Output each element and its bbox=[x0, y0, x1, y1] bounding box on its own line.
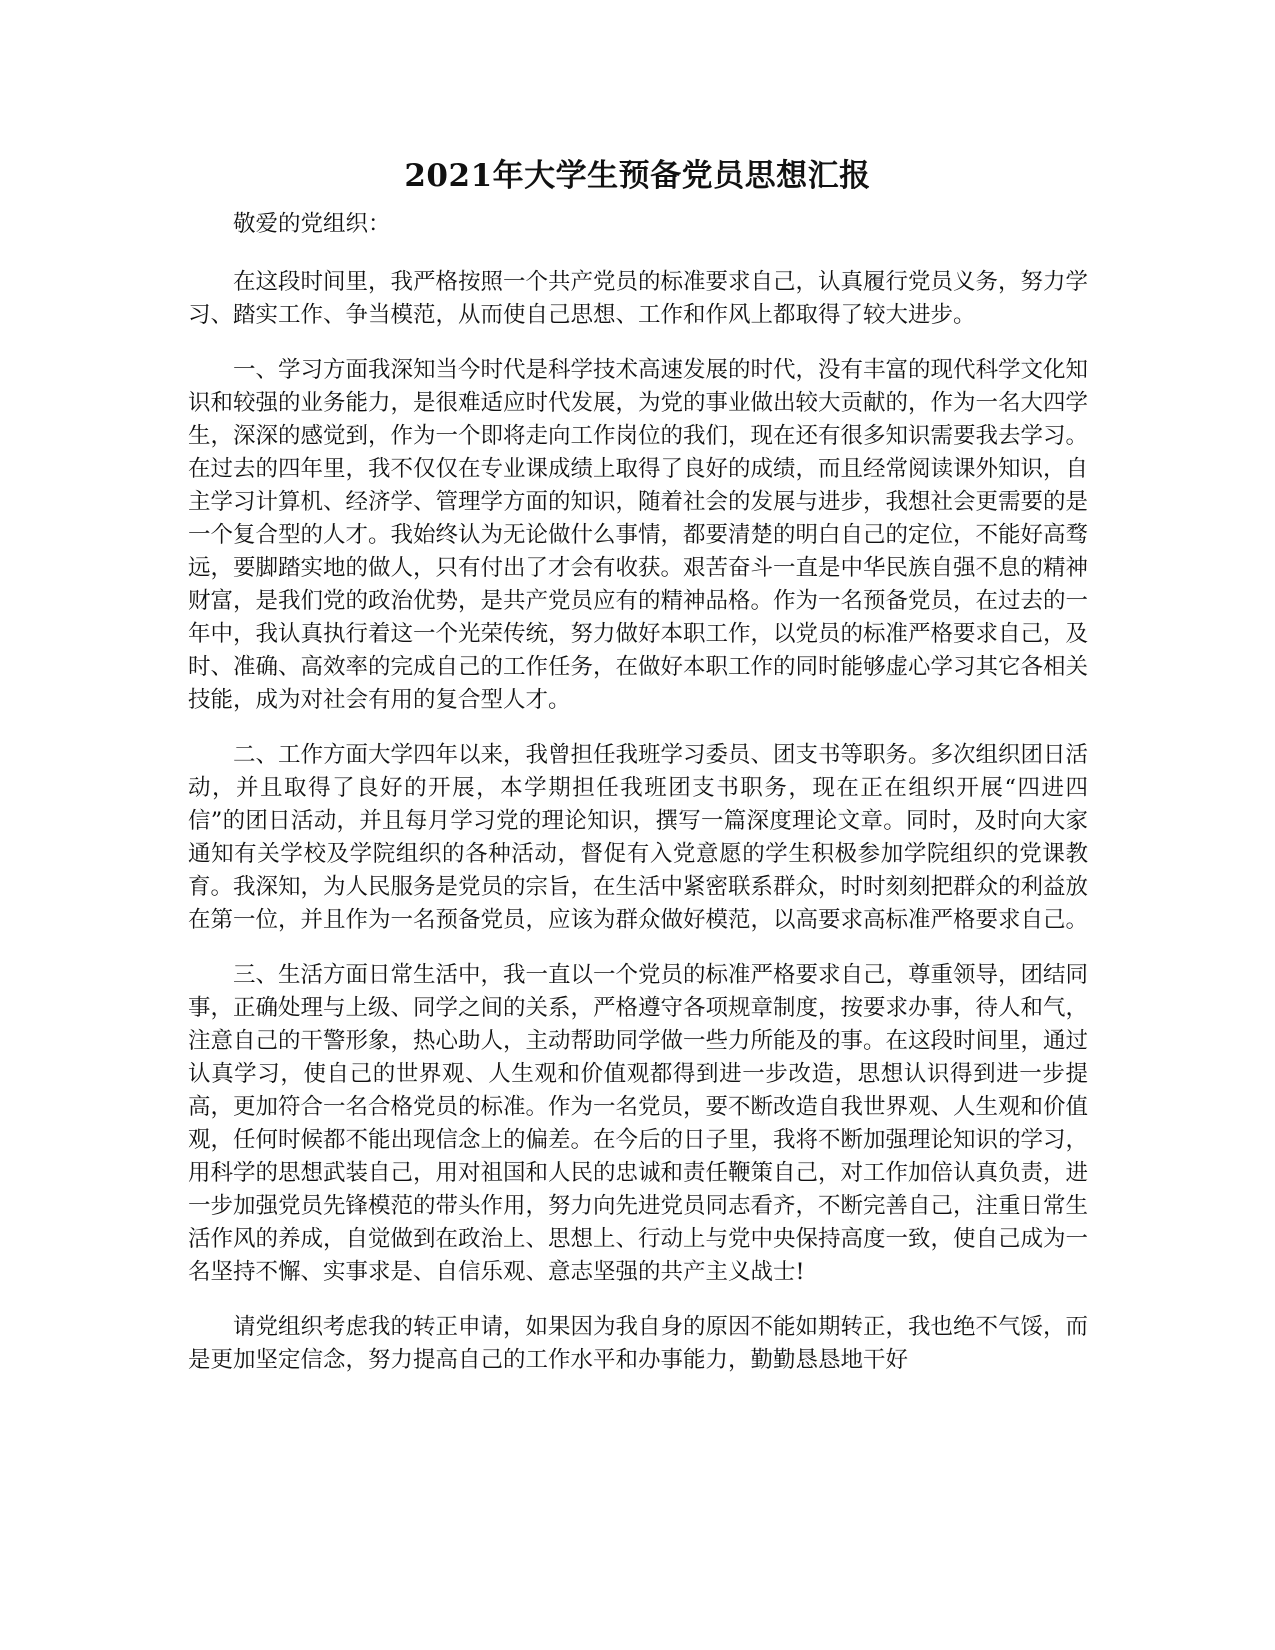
paragraph-life: 三、生活方面日常生活中，我一直以一个党员的标准严格要求自己，尊重领导，团结同事，正确处理与上级、同学之间的关系，严格遵守各项规章制度，按要求办事，待人和气，注意自己的干警形象，热心助人，主动帮助同学做一些力所能及的事。在这段时间里，通过认真学习，使自己的世界观、人生观和价值观都得到进一步改造，思想认识得到进一步提高，更加符合一名合格党员的标准。作为一名党员，要不断改造自我世界观、人生观和价值观，任何时候都不能出现信念上的偏差。在今后的日子里，我将不断加强理论知识的学习，用科学的思想武装自己，用对祖国和人民的忠诚和责任鞭策自己，对工作加倍认真负责，进一步加强党员先锋模范的带头作用，努力向先进党员同志看齐，不断完善自己，注重日常生活作风的养成，自觉做到在政治上、思想上、行动上与党中央保持高度一致，使自己成为一名坚持不懈、实事求是、自信乐观、意志坚强的共产主义战士! bbox=[188, 962, 1089, 1285]
document-body bbox=[188, 208, 1088, 1377]
greeting: 敬爱的党组织： bbox=[233, 211, 391, 237]
paragraph-intro: 在这段时间里，我严格按照一个共产党员的标准要求自己，认真履行党员义务，努力学习、踏实工作、争当模范，从而使自己思想、工作和作风上都取得了较大进步。 bbox=[188, 269, 1089, 328]
paragraph-study: 一、学习方面我深知当今时代是科学技术高速发展的时代，没有丰富的现代科学文化知识和较强的业务能力，是很难适应时代发展，为党的事业做出较大贡献的，作为一名大四学生，深深的感觉到，作为一个即将走向工作岗位的我们，现在还有很多知识需要我去学习。在过去的四年里，我不仅仅在专业课成绩上取得了良好的成绩，而且经常阅读课外知识，自主学习计算机、经济学、管理学方面的知识，随着社会的发展与进步，我想社会更需要的是一个复合型的人才。我始终认为无论做什么事情，都要清楚的明白自己的定位，不能好高骛远，要脚踏实地的做人，只有付出了才会有收获。艰苦奋斗一直是中华民族自强不息的精神财富，是我们党的政治优势，是共产党员应有的精神品格。作为一名预备党员，在过去的一年中，我认真执行着这一个光荣传统，努力做好本职工作，以党员的标准严格要求自己，及时、准确、高效率的完成自己的工作任务，在做好本职工作的同时能够虚心学习其它各相关技能，成为对社会有用的复合型人才。 bbox=[188, 357, 1089, 713]
paragraph-request: 请党组织考虑我的转正申请，如果因为我自身的原因不能如期转正，我也绝不气馁，而是更加坚定信念，努力提高自己的工作水平和办事能力，勤勤恳恳地干好 bbox=[188, 1314, 1089, 1373]
paragraph-work: 二、工作方面大学四年以来，我曾担任我班学习委员、团支书等职务。多次组织团日活动，并且取得了良好的开展，本学期担任我班团支书职务，现在正在组织开展“四进四信”的团日活动，并且每月学习党的理论知识，撰写一篇深度理论文章。同时，及时向大家通知有关学校及学院组织的各种活动，督促有入党意愿的学生积极参加学院组织的党课教育。我深知，为人民服务是党员的宗旨，在生活中紧密联系群众，时时刻刻把群众的利益放在第一位，并且作为一名预备党员，应该为群众做好模范，以高要求高标准严格要求自己。 bbox=[188, 742, 1089, 933]
document-title: 2021年大学生预备党员思想汇报 bbox=[404, 158, 871, 194]
